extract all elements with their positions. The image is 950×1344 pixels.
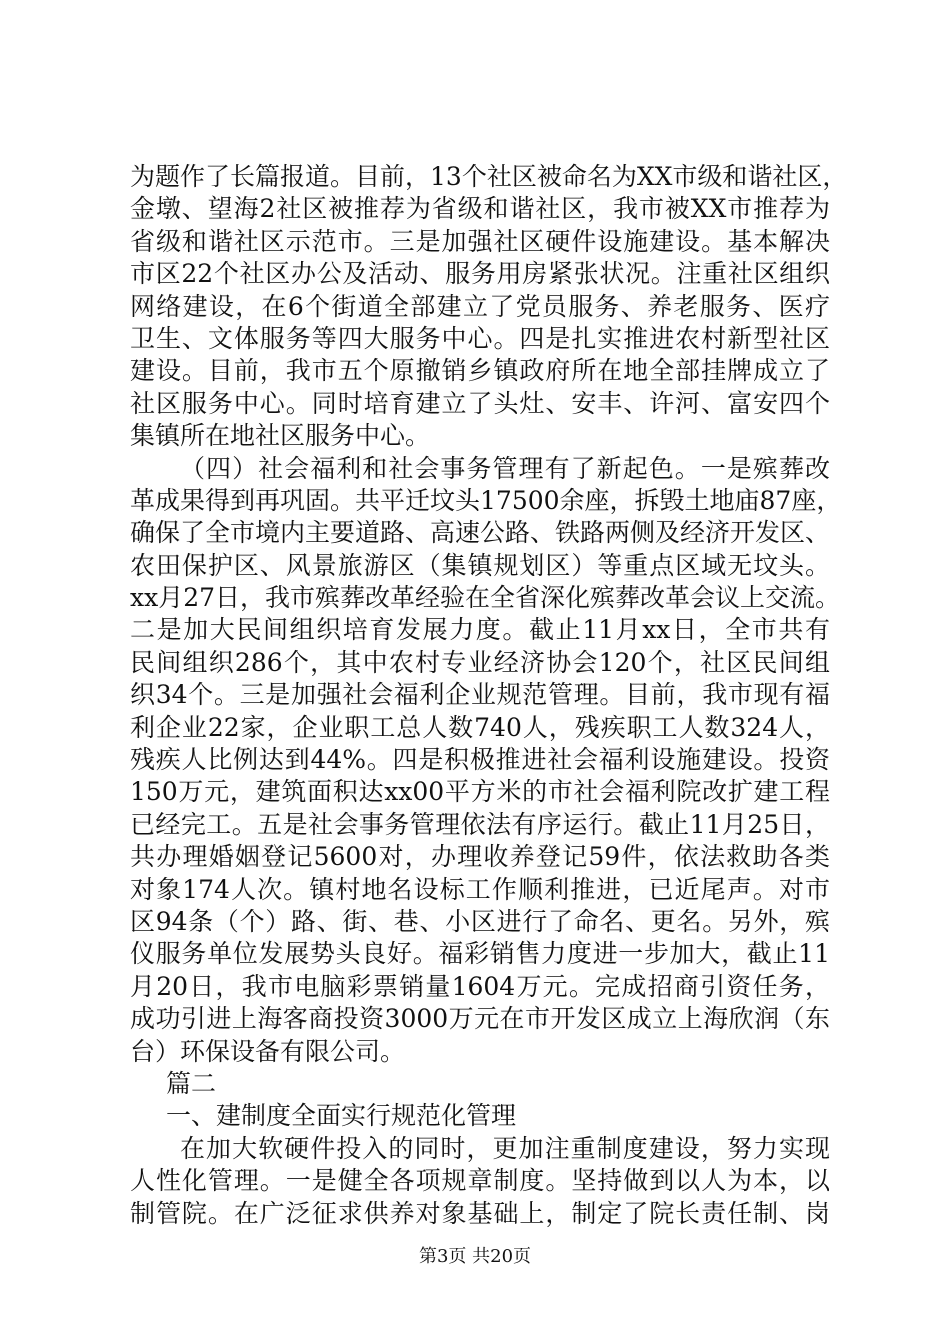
text-line: 民间组织286个，其中农村专业经济协会120个，社区民间组 <box>130 647 830 677</box>
text-line: 市区22个社区办公及活动、服务用房紧张状况。注重社区组织 <box>130 259 830 289</box>
text-line: 农田保护区、风景旅游区（集镇规划区）等重点区域无坟头。 <box>130 550 830 580</box>
text-line: 人性化管理。一是健全各项规章制度。坚持做到以人为本，以 <box>130 1166 830 1196</box>
text-line: 仪服务单位发展势头良好。福彩销售力度进一步加大，截止11 <box>130 939 830 969</box>
text-line: 制管院。在广泛征求供养对象基础上，制定了院长责任制、岗 <box>130 1198 830 1228</box>
section-heading: 一、建制度全面实行规范化管理 <box>166 1101 517 1131</box>
text-line: 已经完工。五是社会事务管理依法有序运行。截止11月25日， <box>130 809 830 839</box>
paragraph-start: （四）社会福利和社会事务管理有了新起色。一是殡葬改 <box>180 453 830 483</box>
text-line: 对象174人次。镇村地名设标工作顺利推进，已近尾声。对市 <box>130 874 830 904</box>
page-number-footer: 第3页 共20页 <box>418 1246 532 1267</box>
text-line: 卫生、文体服务等四大服务中心。四是扎实推进农村新型社区 <box>130 323 830 353</box>
text-line: 社区服务中心。同时培育建立了头灶、安丰、许河、富安四个 <box>130 388 830 418</box>
body-text <box>130 161 848 1230</box>
text-line: 为题作了长篇报道。目前，13个社区被命名为XX市级和谐社区， <box>130 162 848 191</box>
text-line: 成功引进上海客商投资3000万元在市开发区成立上海欣润（东 <box>130 1004 830 1034</box>
text-line: 金墩、望海2社区被推荐为省级和谐社区，我市被XX市推荐为 <box>130 194 830 224</box>
text-line: 织34个。三是加强社会福利企业规范管理。目前，我市现有福 <box>130 680 830 710</box>
section-heading: 篇二 <box>166 1068 217 1098</box>
text-line: 省级和谐社区示范市。三是加强社区硬件设施建设。基本解决 <box>130 226 830 256</box>
text-line: 台）环保设备有限公司。 <box>130 1036 406 1066</box>
paragraph-start: 在加大软硬件投入的同时，更加注重制度建设，努力实现 <box>180 1133 830 1163</box>
text-line: 网络建设，在6个街道全部建立了党员服务、养老服务、医疗 <box>130 291 830 321</box>
text-line: 区94条（个）路、街、巷、小区进行了命名、更名。另外，殡 <box>130 906 830 936</box>
text-line: 150万元，建筑面积达xx00平方米的市社会福利院改扩建工程 <box>130 777 830 807</box>
text-line: 残疾人比例达到44%。四是积极推进社会福利设施建设。投资 <box>130 745 830 775</box>
text-line: 集镇所在地社区服务中心。 <box>130 421 431 451</box>
text-line: 利企业22家，企业职工总人数740人，残疾职工人数324人， <box>130 712 830 742</box>
text-line: 确保了全市境内主要道路、高速公路、铁路两侧及经济开发区、 <box>130 518 831 548</box>
text-line: xx月27日，我市殡葬改革经验在全省深化殡葬改革会议上交流。 <box>130 583 841 613</box>
text-line: 共办理婚姻登记5600对，办理收养登记59件，依法救助各类 <box>130 842 830 872</box>
text-line: 建设。目前，我市五个原撤销乡镇政府所在地全部挂牌成立了 <box>130 356 830 386</box>
text-line: 革成果得到再巩固。共平迁坟头17500余座，拆毁土地庙87座， <box>130 485 842 515</box>
text-line: 二是加大民间组织培育发展力度。截止11月xx日，全市共有 <box>130 615 830 645</box>
text-line: 月20日，我市电脑彩票销量1604万元。完成招商引资任务， <box>130 971 830 1001</box>
